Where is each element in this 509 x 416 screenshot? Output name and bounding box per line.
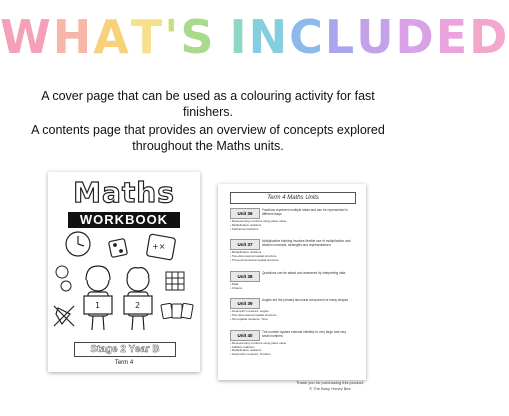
unit-topic-item: • Multiplicative relations [230,224,354,228]
cover-term-label: Term 4 [114,360,134,366]
unit-topic-item: • Multiplicative relations [230,251,354,255]
thanks-note [290,380,370,392]
unit-description: Fractions represent multiple ideas and can be represented in different ways [262,208,348,216]
contents-title: Term 4 Maths Units [230,192,356,204]
heading-letter: D [469,10,509,64]
unit-topic-item: • Chance [230,287,354,291]
description [20,88,396,154]
operations-calculator-icon [146,234,175,260]
star-shape-icon [54,306,74,326]
heading-letter: I [229,10,249,64]
heading-letter: A [93,10,131,64]
unit-topic-item: • Non-spatial measure: Time [230,318,354,322]
heading-letter: C [289,10,325,64]
unit-topic-item: • Representing numbers using place value [230,342,354,346]
cover-illustration [48,230,200,342]
unit-label: Unit 37 [230,239,260,250]
unit-topic-item: • Geometric measure: angles [230,310,354,314]
unit-topic-item: • Data [230,283,354,287]
cube-blocks-icon [166,272,184,290]
unit-topic-item: • Geometric measure: Position [230,353,354,357]
heading-letter: E [435,10,470,64]
heading-letter: H [52,10,94,64]
unit-topic-list [230,220,354,231]
unit-label: Unit 40 [230,330,260,341]
heading-letter: U [356,10,396,64]
whats-included-heading [0,10,509,64]
boy-illustration [124,268,152,330]
cover-stage-label: Stage 2 Year B [74,342,176,357]
heading-letter: T [130,10,165,64]
unit-topic-item: • Three-dimensional spatial structure [230,259,354,263]
description-contents: A contents page that provides an overview of concepts explored throughout the Maths units. [31,123,385,153]
contents-page [218,184,366,380]
unit-topic-list [230,283,354,291]
unit-topic-list [230,251,354,262]
workbook-cover-page [48,172,200,372]
cover-workbook-band: WORKBOOK [68,212,180,228]
playing-cards-icon [161,303,193,319]
dice-icon [109,239,128,258]
clock-icon [66,232,90,256]
heading-letter: D [395,10,436,64]
unit-topic-item: • Two-dimensional spatial structure [230,255,354,259]
unit-topic-item: • Representing numbers using place value [230,220,354,224]
unit-topic-item: • Two-dimensional spatial structure [230,314,354,318]
unit-description: Multiplicative thinking involves flexible use of multiplication and division concepts, strategies and representations [262,239,351,248]
unit-topic-list [230,342,354,357]
unit-label: Unit 36 [230,208,260,219]
thanks-line: Thank you for purchasing this product. [295,380,365,385]
heading-letter: W [0,10,53,64]
cover-title: Maths [73,176,175,209]
heading-letter: N [248,10,290,64]
unit-topic-item: • Multiplicative relations [230,349,354,353]
svg-text:2: 2 [135,301,141,310]
svg-text:1: 1 [95,301,101,310]
unit-label: Unit 39 [230,298,260,309]
unit-topic-item: • Partitioned fractions [230,228,354,232]
coin-icon [56,266,71,291]
heading-letter: L [324,10,357,64]
unit-description: The number system extends infinitely to very large and very small numbers [262,329,347,338]
svg-text:+×: +× [152,242,166,251]
unit-topic-list [230,310,354,321]
unit-description: Questions can be asked and answered by interpreting data [262,270,346,275]
copyright-line: © The Busy Honey Bee [309,386,351,391]
description-cover: A cover page that can be used as a colouring activity for fast finishers. [41,89,375,119]
unit-description: Angles are the primary structural component of many shapes [262,298,349,303]
heading-letter: S [180,10,216,64]
heading-letter: ' [164,10,181,64]
girl-illustration [84,266,112,330]
unit-label: Unit 38 [230,271,260,282]
unit-topic-item: • Additive relations [230,346,354,350]
